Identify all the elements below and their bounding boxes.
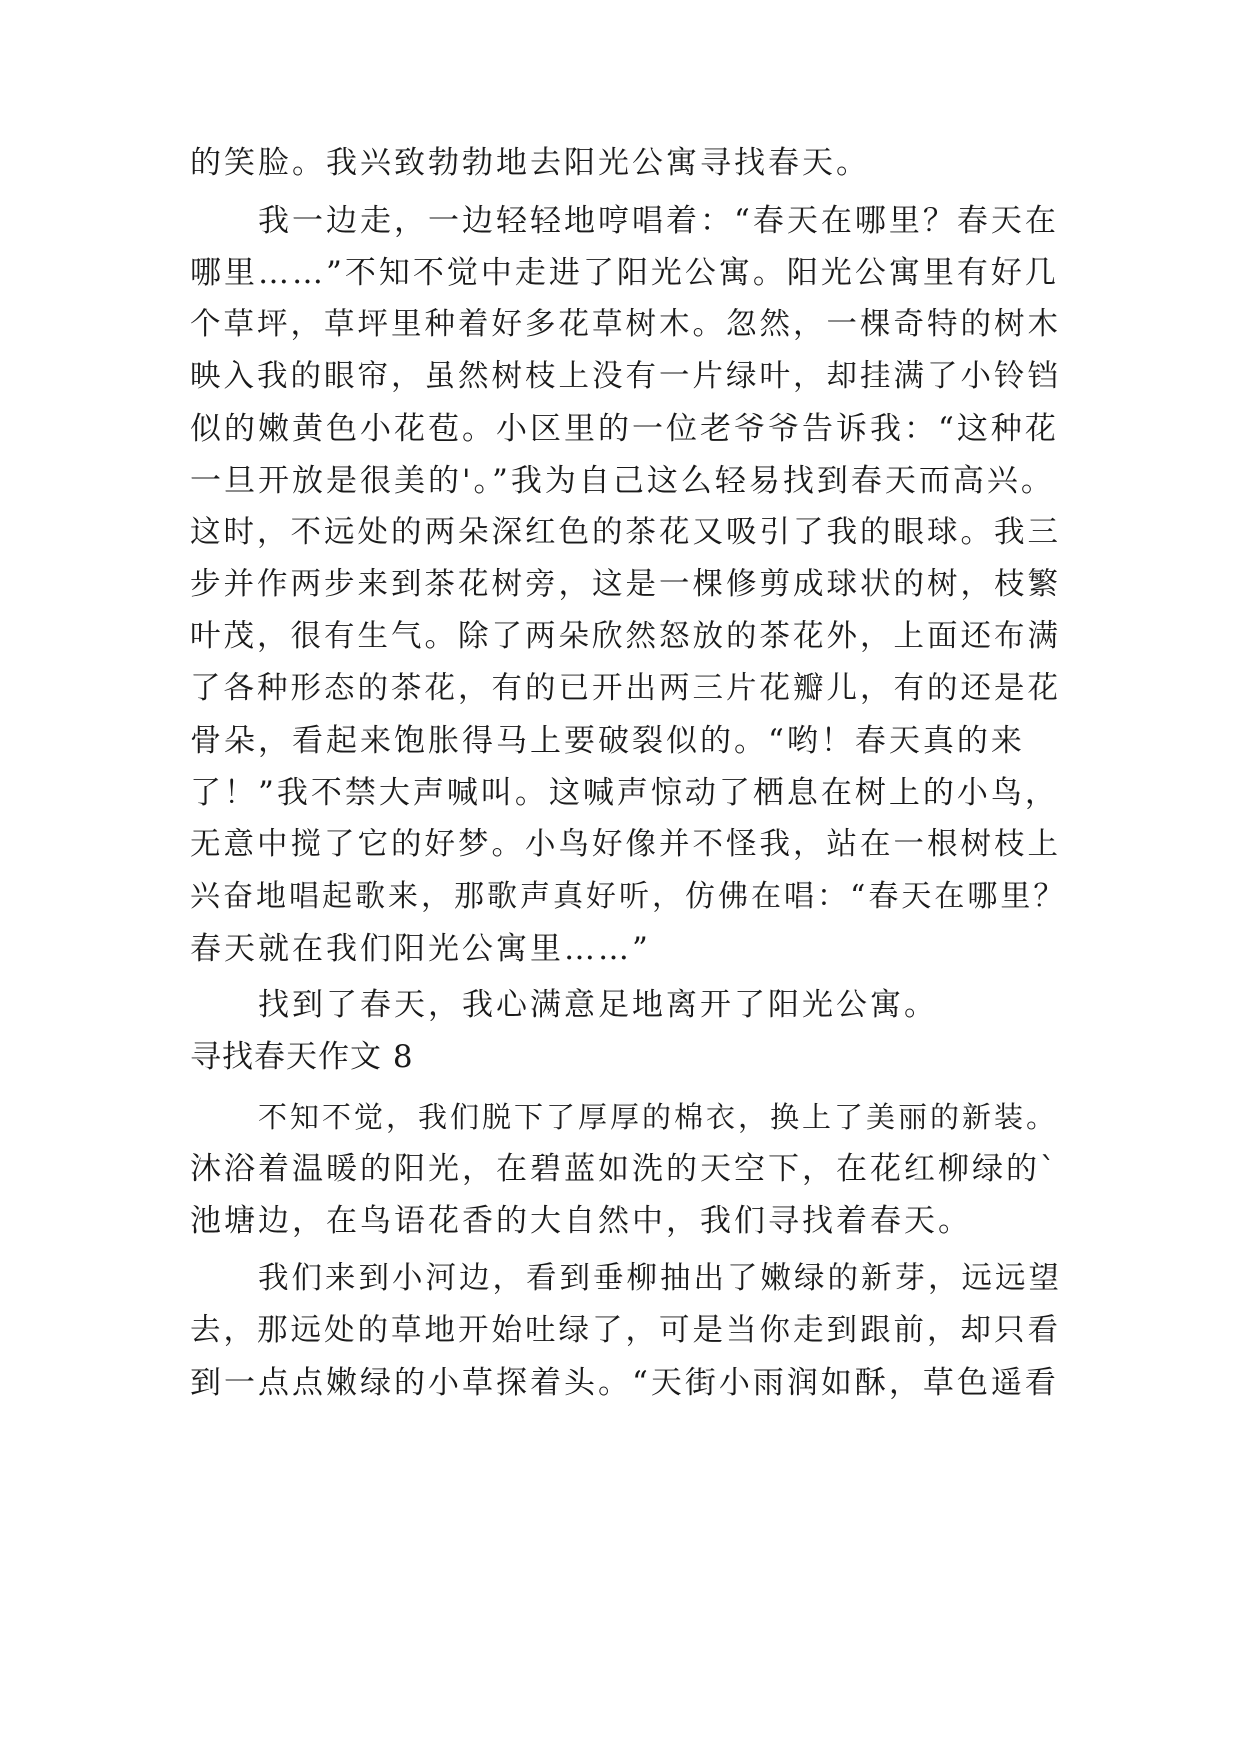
paragraph-line: 我一边走，一边轻轻地哼唱着：“春天在哪里？春天在 [258, 203, 1059, 239]
paragraph-line: 哪里……”不知不觉中走进了阳光公寓。阳光公寓里有好几 [190, 255, 1059, 291]
paragraph-line: 春天就在我们阳光公寓里……” [190, 931, 651, 967]
paragraph-line: 了各种形态的茶花，有的已开出两三片花瓣儿，有的还是花 [190, 671, 1061, 706]
paragraph-line: 我们来到小河边，看到垂柳抽出了嫩绿的新芽，远远望 [258, 1261, 1062, 1296]
paragraph-line: 沐浴着温暖的阳光，在碧蓝如洗的天空下，在花红柳绿的` [190, 1151, 1059, 1187]
paragraph-line: 无意中搅了它的好梦。小鸟好像并不怪我，站在一根树枝上 [190, 827, 1061, 862]
section-heading: 寻找春天作文 8 [190, 1039, 414, 1075]
paragraph-line: 池塘边，在鸟语花香的大自然中，我们寻找着春天。 [190, 1203, 972, 1239]
paragraph-line: 叶茂，很有生气。除了两朵欣然怒放的茶花外，上面还布满 [190, 619, 1061, 654]
paragraph-line: 步并作两步来到茶花树旁，这是一棵修剪成球状的树，枝繁 [190, 567, 1061, 602]
paragraph-line: 了！”我不禁大声喊叫。这喊声惊动了栖息在树上的小鸟， [190, 775, 1059, 811]
paragraph-line: 个草坪，草坪里种着好多花草树木。忽然，一棵奇特的树木 [190, 307, 1061, 342]
paragraph-line: 映入我的眼帘，虽然树枝上没有一片绿叶，却挂满了小铃铛 [190, 359, 1061, 394]
paragraph-line: 兴奋地唱起歌来，那歌声真好听，仿佛在唱：“春天在哪里？ [190, 879, 1067, 914]
paragraph-line: 骨朵，看起来饱胀得马上要破裂似的。“哟！春天真的来 [190, 723, 1025, 759]
paragraph-line: 不知不觉，我们脱下了厚厚的棉衣，换上了美丽的新装。 [258, 1100, 1059, 1134]
paragraph-line: 似的嫩黄色小花苞。小区里的一位老爷爷告诉我：“这种花 [190, 411, 1059, 447]
paragraph-line: 一旦开放是很美的'。”我为自己这么轻易找到春天而高兴。 [190, 463, 1055, 499]
paragraph-line: 去，那远处的草地开始吐绿了，可是当你走到跟前，却只看 [190, 1313, 1061, 1348]
paragraph-line: 到一点点嫩绿的小草探着头。“天街小雨润如酥，草色遥看 [190, 1365, 1059, 1401]
paragraph-line: 的笑脸。我兴致勃勃地去阳光公寓寻找春天。 [190, 145, 870, 181]
paragraph-line: 找到了春天，我心满意足地离开了阳光公寓。 [258, 987, 938, 1023]
paragraph-line: 这时，不远处的两朵深红色的茶花又吸引了我的眼球。我三 [190, 515, 1061, 550]
